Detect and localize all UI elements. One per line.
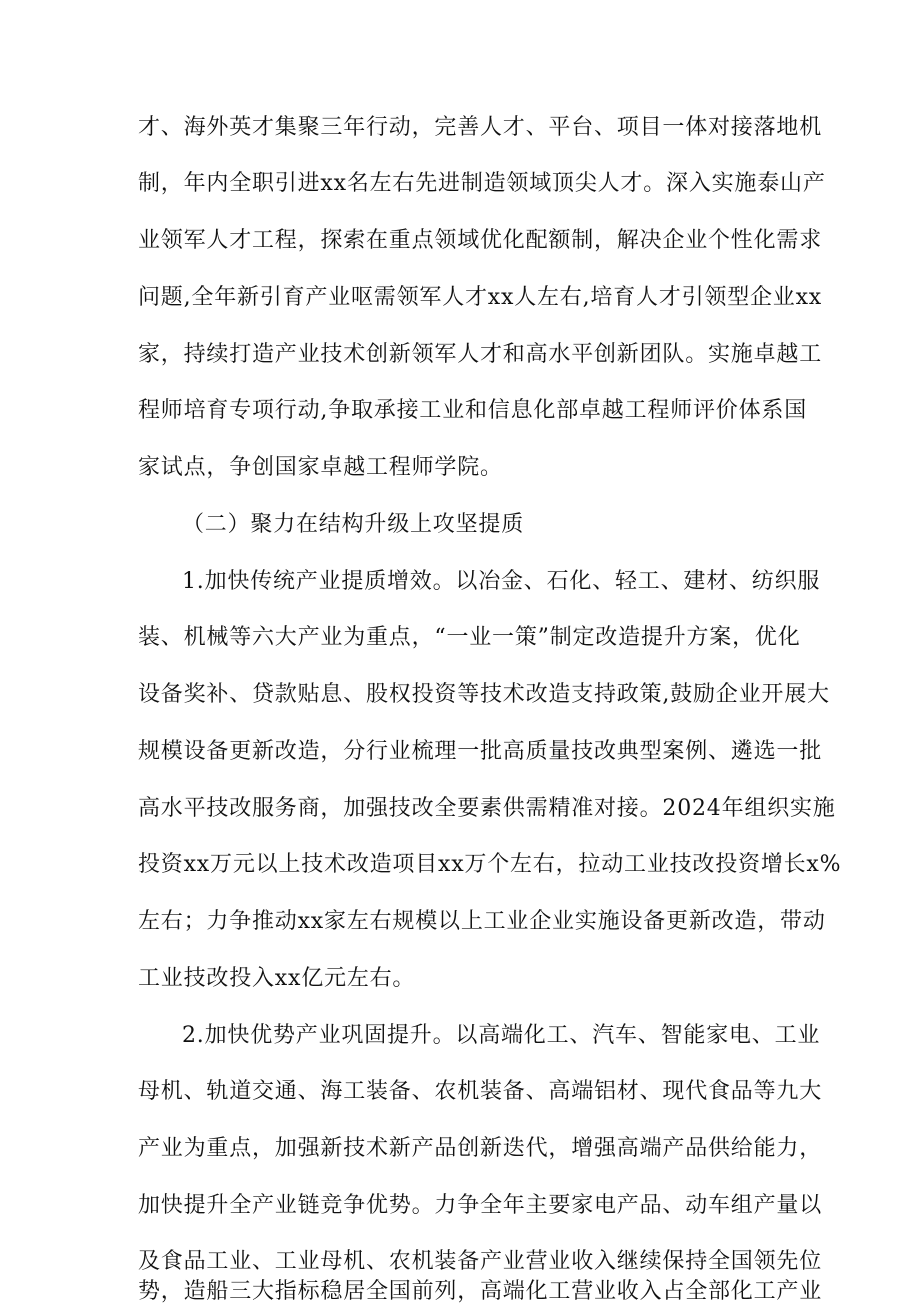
paragraph-line: 左右；力争推动xx家左右规模以上工业企业实施设备更新改造，带动 [138,909,826,934]
paragraph-line: 问题,全年新引育产业呕需领军人才xx人左右,培育人才引领型企业xx [138,285,823,310]
paragraph-line: 投资xx万元以上技术改造项目xx万个左右，拉动工业技改投资增长x% [138,852,842,877]
paragraph-first-line: 1.加快传统产业提质增效。以冶金、石化、轻工、建材、纺织服 [182,569,821,594]
paragraph-line: 规模设备更新改造，分行业梳理一批高质量技改典型案例、遴选一批 [138,739,823,764]
paragraph-line: 产业为重点，加强新技术新产品创新迭代，增强高端产品供给能力， [138,1136,823,1161]
paragraph-line: 装、机械等六大产业为重点，“一业一策”制定改造提升方案，优化 [138,625,801,650]
paragraph-line: 制，年内全职引进xx名左右先进制造领域顶尖人才。深入实施泰山产 [138,171,826,196]
paragraph-line: 势，造船三大指标稳居全国前列，高端化工营业收入占全部化工产业 [138,1279,823,1304]
paragraph-line: 设备奖补、贷款贴息、股权投资等技术改造支持政策,鼓励企业开展大 [138,682,830,707]
paragraph-line: 母机、轨道交通、海工装备、农机装备、高端铝材、现代食品等九大 [138,1079,823,1104]
paragraph-line: 加快提升全产业链竞争优势。力争全年主要家电产品、动车组产量以 [138,1193,823,1218]
paragraph-line: 业领军人才工程，探索在重点领域优化配额制，解决企业个性化需求 [138,228,823,253]
paragraph-line: 才、海外英才集聚三年行动，完善人才、平台、项目一体对接落地机 [138,115,823,140]
paragraph-line: 及食品工业、工业母机、农机装备产业营业收入继续保持全国领先位 [138,1249,823,1274]
paragraph-line: 家试点，争创国家卓越工程师学院。 [138,455,503,480]
paragraph-first-line: 2.加快优势产业巩固提升。以高端化工、汽车、智能家电、工业 [182,1023,821,1048]
paragraph-line: 高水平技改服务商，加强技改全要素供需精准对接。2024年组织实施 [138,796,836,821]
paragraph-line: 家，持续打造产业技术创新领军人才和高水平创新团队。实施卓越工 [138,342,823,367]
paragraph-line: 程师培育专项行动,争取承接工业和信息化部卓越工程师评价体系国 [138,398,807,423]
section-heading: （二）聚力在结构升级上攻坚提质 [182,512,525,537]
paragraph-line: 工业技改投入xx亿元左右。 [138,966,416,991]
